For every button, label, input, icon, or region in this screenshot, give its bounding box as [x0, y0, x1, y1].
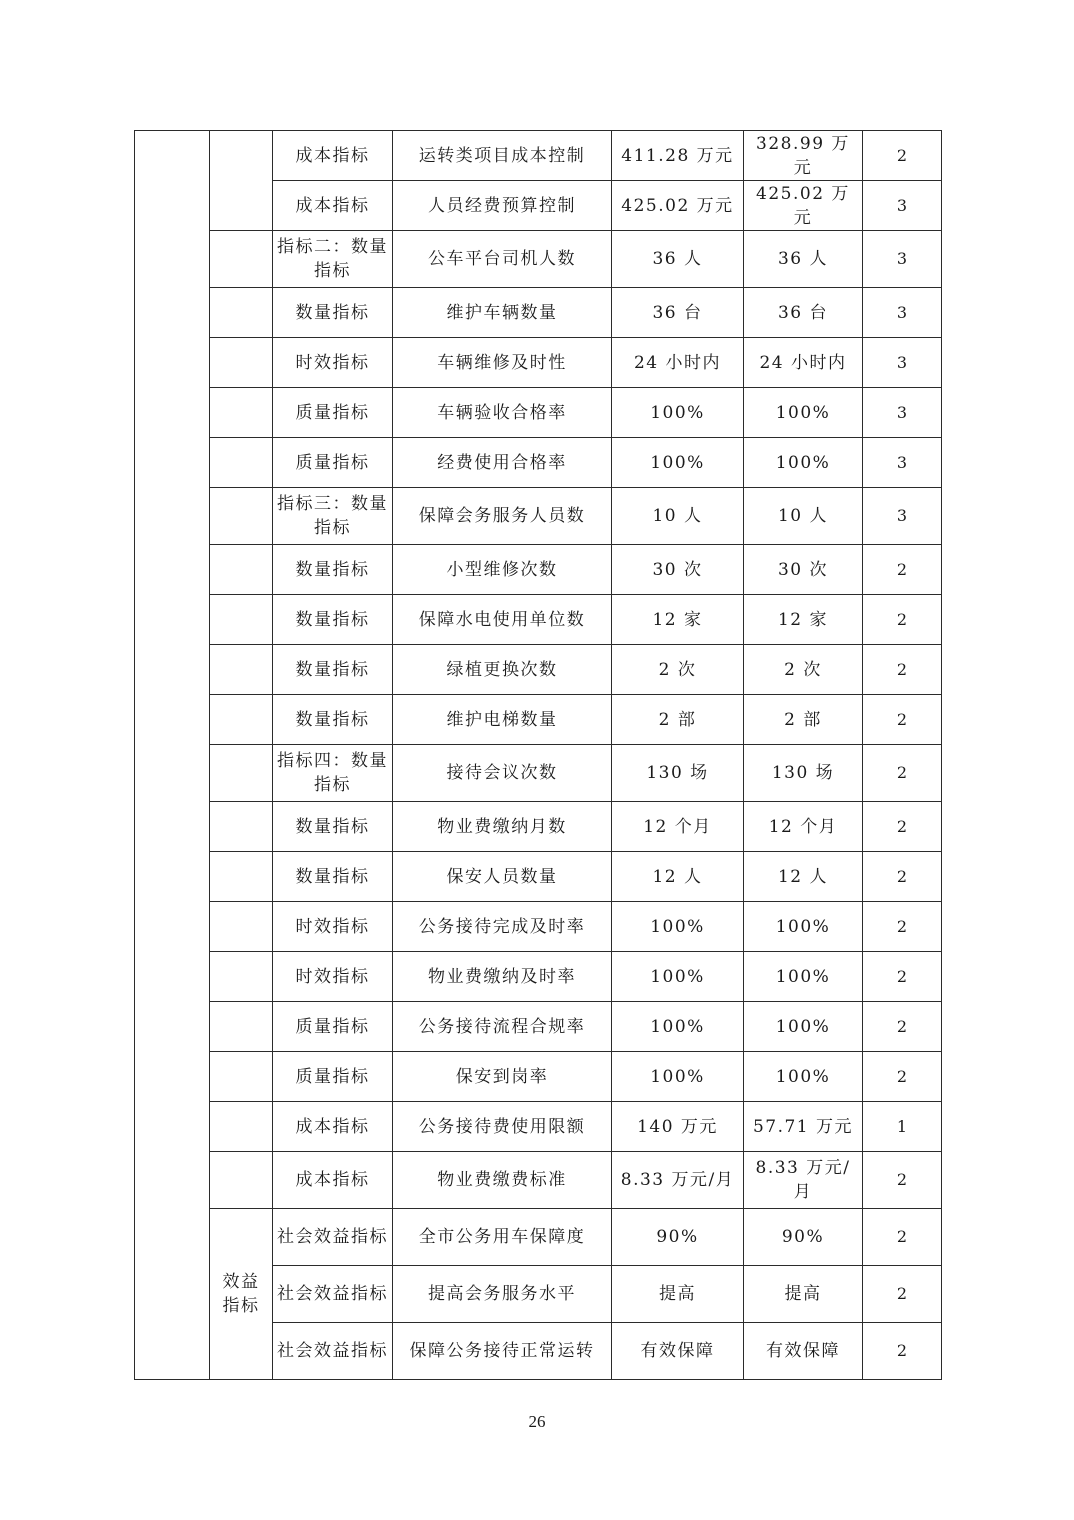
- subcategory-cell: [210, 1152, 273, 1209]
- subcategory-cell: [210, 645, 273, 695]
- cell-c7: 2: [863, 802, 942, 852]
- cell-c4: 运转类项目成本控制: [393, 131, 612, 181]
- subcategory-cell: [210, 438, 273, 488]
- cell-c6: 8.33 万元/月: [744, 1152, 863, 1209]
- cell-c6: 130 场: [744, 745, 863, 802]
- cell-c6: 328.99 万元: [744, 131, 863, 181]
- table-row: [135, 1152, 942, 1209]
- cell-c4: 公车平台司机人数: [393, 231, 612, 288]
- cell-c5: 30 次: [612, 545, 744, 595]
- cell-c3: 数量指标: [273, 545, 393, 595]
- cell-c3: 数量指标: [273, 695, 393, 745]
- cell-c3: 社会效益指标: [273, 1323, 393, 1380]
- cell-c4: 维护电梯数量: [393, 695, 612, 745]
- cell-c7: 3: [863, 231, 942, 288]
- cell-c6: 100%: [744, 438, 863, 488]
- subcategory-cell: [210, 852, 273, 902]
- cell-c3: 时效指标: [273, 338, 393, 388]
- table-row: [135, 438, 942, 488]
- cell-c3: 质量指标: [273, 1002, 393, 1052]
- cell-c6: 100%: [744, 1002, 863, 1052]
- cell-c4: 人员经费预算控制: [393, 181, 612, 231]
- subcategory-cell: [210, 595, 273, 645]
- cell-c7: 2: [863, 545, 942, 595]
- cell-c4: 保安到岗率: [393, 1052, 612, 1102]
- cell-c7: 3: [863, 388, 942, 438]
- cell-c7: 2: [863, 1152, 942, 1209]
- subcategory-cell: [210, 1002, 273, 1052]
- cell-c5: 2 部: [612, 695, 744, 745]
- cell-c6: 100%: [744, 388, 863, 438]
- cell-c4: 保障水电使用单位数: [393, 595, 612, 645]
- subcategory-cell: [210, 1102, 273, 1152]
- subcategory-cell: [210, 695, 273, 745]
- cell-c5: 130 场: [612, 745, 744, 802]
- cell-c5: 90%: [612, 1209, 744, 1266]
- cell-c5: 10 人: [612, 488, 744, 545]
- cell-c3: 时效指标: [273, 902, 393, 952]
- cell-c3: 质量指标: [273, 388, 393, 438]
- cell-c5: 有效保障: [612, 1323, 744, 1380]
- cell-c7: 2: [863, 595, 942, 645]
- cell-c3: 数量指标: [273, 288, 393, 338]
- cell-c4: 保障公务接待正常运转: [393, 1323, 612, 1380]
- cell-c6: 100%: [744, 902, 863, 952]
- cell-c7: 3: [863, 288, 942, 338]
- cell-c7: 3: [863, 488, 942, 545]
- cell-c6: 100%: [744, 952, 863, 1002]
- cell-c4: 绿植更换次数: [393, 645, 612, 695]
- subcategory-cell: [210, 1052, 273, 1102]
- cell-c3: 社会效益指标: [273, 1209, 393, 1266]
- table-row: [135, 745, 942, 802]
- table-row: [135, 288, 942, 338]
- table-row: [135, 952, 942, 1002]
- cell-c4: 保障会务服务人员数: [393, 488, 612, 545]
- cell-c6: 12 家: [744, 595, 863, 645]
- group-label: 效益指标: [210, 1209, 273, 1380]
- cell-c4: 全市公务用车保障度: [393, 1209, 612, 1266]
- cell-c4: 接待会议次数: [393, 745, 612, 802]
- table-row: [135, 1209, 942, 1266]
- cell-c5: 425.02 万元: [612, 181, 744, 231]
- cell-c7: 2: [863, 952, 942, 1002]
- cell-c4: 公务接待流程合规率: [393, 1002, 612, 1052]
- indicator-table: [134, 130, 942, 1380]
- table-row: [135, 1052, 942, 1102]
- cell-c6: 有效保障: [744, 1323, 863, 1380]
- cell-c7: 3: [863, 438, 942, 488]
- table-row: [135, 645, 942, 695]
- cell-c6: 57.71 万元: [744, 1102, 863, 1152]
- cell-c6: 24 小时内: [744, 338, 863, 388]
- cell-c3: 质量指标: [273, 1052, 393, 1102]
- cell-c4: 公务接待费使用限额: [393, 1102, 612, 1152]
- cell-c7: 2: [863, 1266, 942, 1323]
- table-row: [135, 695, 942, 745]
- cell-c6: 36 人: [744, 231, 863, 288]
- cell-c6: 36 台: [744, 288, 863, 338]
- cell-c4: 公务接待完成及时率: [393, 902, 612, 952]
- cell-c3: 成本指标: [273, 181, 393, 231]
- cell-c3: 时效指标: [273, 952, 393, 1002]
- cell-c5: 12 个月: [612, 802, 744, 852]
- cell-c5: 411.28 万元: [612, 131, 744, 181]
- cell-c5: 100%: [612, 388, 744, 438]
- subcategory-cell: [210, 952, 273, 1002]
- table-row: [135, 488, 942, 545]
- cell-c3: 数量指标: [273, 802, 393, 852]
- subcategory-cell: [210, 231, 273, 288]
- cell-c3: 指标四：数量指标: [273, 745, 393, 802]
- cell-c6: 100%: [744, 1052, 863, 1102]
- cell-c3: 成本指标: [273, 131, 393, 181]
- cell-c3: 指标三：数量指标: [273, 488, 393, 545]
- cell-c3: 成本指标: [273, 1102, 393, 1152]
- cell-c4: 保安人员数量: [393, 852, 612, 902]
- cell-c3: 质量指标: [273, 438, 393, 488]
- cell-c5: 12 家: [612, 595, 744, 645]
- cell-c5: 140 万元: [612, 1102, 744, 1152]
- cell-c6: 12 人: [744, 852, 863, 902]
- cell-c6: 2 次: [744, 645, 863, 695]
- cell-c7: 3: [863, 338, 942, 388]
- cell-c5: 100%: [612, 902, 744, 952]
- cell-c7: 2: [863, 745, 942, 802]
- cell-c7: 2: [863, 695, 942, 745]
- table-row: [135, 802, 942, 852]
- table-row: [135, 545, 942, 595]
- cell-c6: 提高: [744, 1266, 863, 1323]
- cell-c5: 12 人: [612, 852, 744, 902]
- cell-c5: 100%: [612, 1052, 744, 1102]
- cell-c5: 提高: [612, 1266, 744, 1323]
- cell-c6: 90%: [744, 1209, 863, 1266]
- table-row: [135, 131, 942, 181]
- cell-c7: 2: [863, 852, 942, 902]
- cell-c4: 车辆验收合格率: [393, 388, 612, 438]
- cell-c4: 提高会务服务水平: [393, 1266, 612, 1323]
- table-body: [135, 131, 942, 1380]
- subcategory-cell: [210, 802, 273, 852]
- cell-c7: 2: [863, 645, 942, 695]
- table-row: [135, 852, 942, 902]
- cell-c5: 8.33 万元/月: [612, 1152, 744, 1209]
- cell-c6: 2 部: [744, 695, 863, 745]
- table-row: [135, 338, 942, 388]
- cell-c3: 数量指标: [273, 645, 393, 695]
- subcategory-cell: [210, 545, 273, 595]
- subcategory-cell: [210, 388, 273, 438]
- cell-c6: 12 个月: [744, 802, 863, 852]
- cell-c4: 车辆维修及时性: [393, 338, 612, 388]
- cell-c3: 成本指标: [273, 1152, 393, 1209]
- cell-c5: 2 次: [612, 645, 744, 695]
- cell-c3: 数量指标: [273, 852, 393, 902]
- cell-c7: 2: [863, 1323, 942, 1380]
- cell-c7: 2: [863, 902, 942, 952]
- cell-c5: 36 台: [612, 288, 744, 338]
- cell-c7: 2: [863, 1002, 942, 1052]
- table-row: [135, 231, 942, 288]
- subcategory-cell: [210, 338, 273, 388]
- cell-c4: 经费使用合格率: [393, 438, 612, 488]
- subcategory-cell: [210, 131, 273, 231]
- cell-c4: 维护车辆数量: [393, 288, 612, 338]
- cell-c3: 社会效益指标: [273, 1266, 393, 1323]
- cell-c5: 100%: [612, 1002, 744, 1052]
- cell-c5: 24 小时内: [612, 338, 744, 388]
- cell-c3: 指标二：数量指标: [273, 231, 393, 288]
- table-row: [135, 595, 942, 645]
- cell-c4: 物业费缴纳月数: [393, 802, 612, 852]
- cell-c5: 100%: [612, 952, 744, 1002]
- cell-c7: 2: [863, 131, 942, 181]
- table-row: [135, 902, 942, 952]
- cell-c6: 30 次: [744, 545, 863, 595]
- table-row: [135, 1102, 942, 1152]
- cell-c4: 小型维修次数: [393, 545, 612, 595]
- cell-c6: 10 人: [744, 488, 863, 545]
- subcategory-cell: [210, 288, 273, 338]
- subcategory-cell: [210, 745, 273, 802]
- subcategory-cell: [210, 488, 273, 545]
- cell-c7: 1: [863, 1102, 942, 1152]
- cell-c4: 物业费缴费标准: [393, 1152, 612, 1209]
- cell-c7: 2: [863, 1209, 942, 1266]
- cell-c6: 425.02 万元: [744, 181, 863, 231]
- cell-c7: 2: [863, 1052, 942, 1102]
- page-number: 26: [528, 1412, 546, 1431]
- cell-c5: 100%: [612, 438, 744, 488]
- table-row: [135, 388, 942, 438]
- subcategory-cell: [210, 902, 273, 952]
- cell-c7: 3: [863, 181, 942, 231]
- category-cell: [135, 131, 210, 1380]
- table-row: [135, 1002, 942, 1052]
- cell-c3: 数量指标: [273, 595, 393, 645]
- cell-c4: 物业费缴纳及时率: [393, 952, 612, 1002]
- cell-c5: 36 人: [612, 231, 744, 288]
